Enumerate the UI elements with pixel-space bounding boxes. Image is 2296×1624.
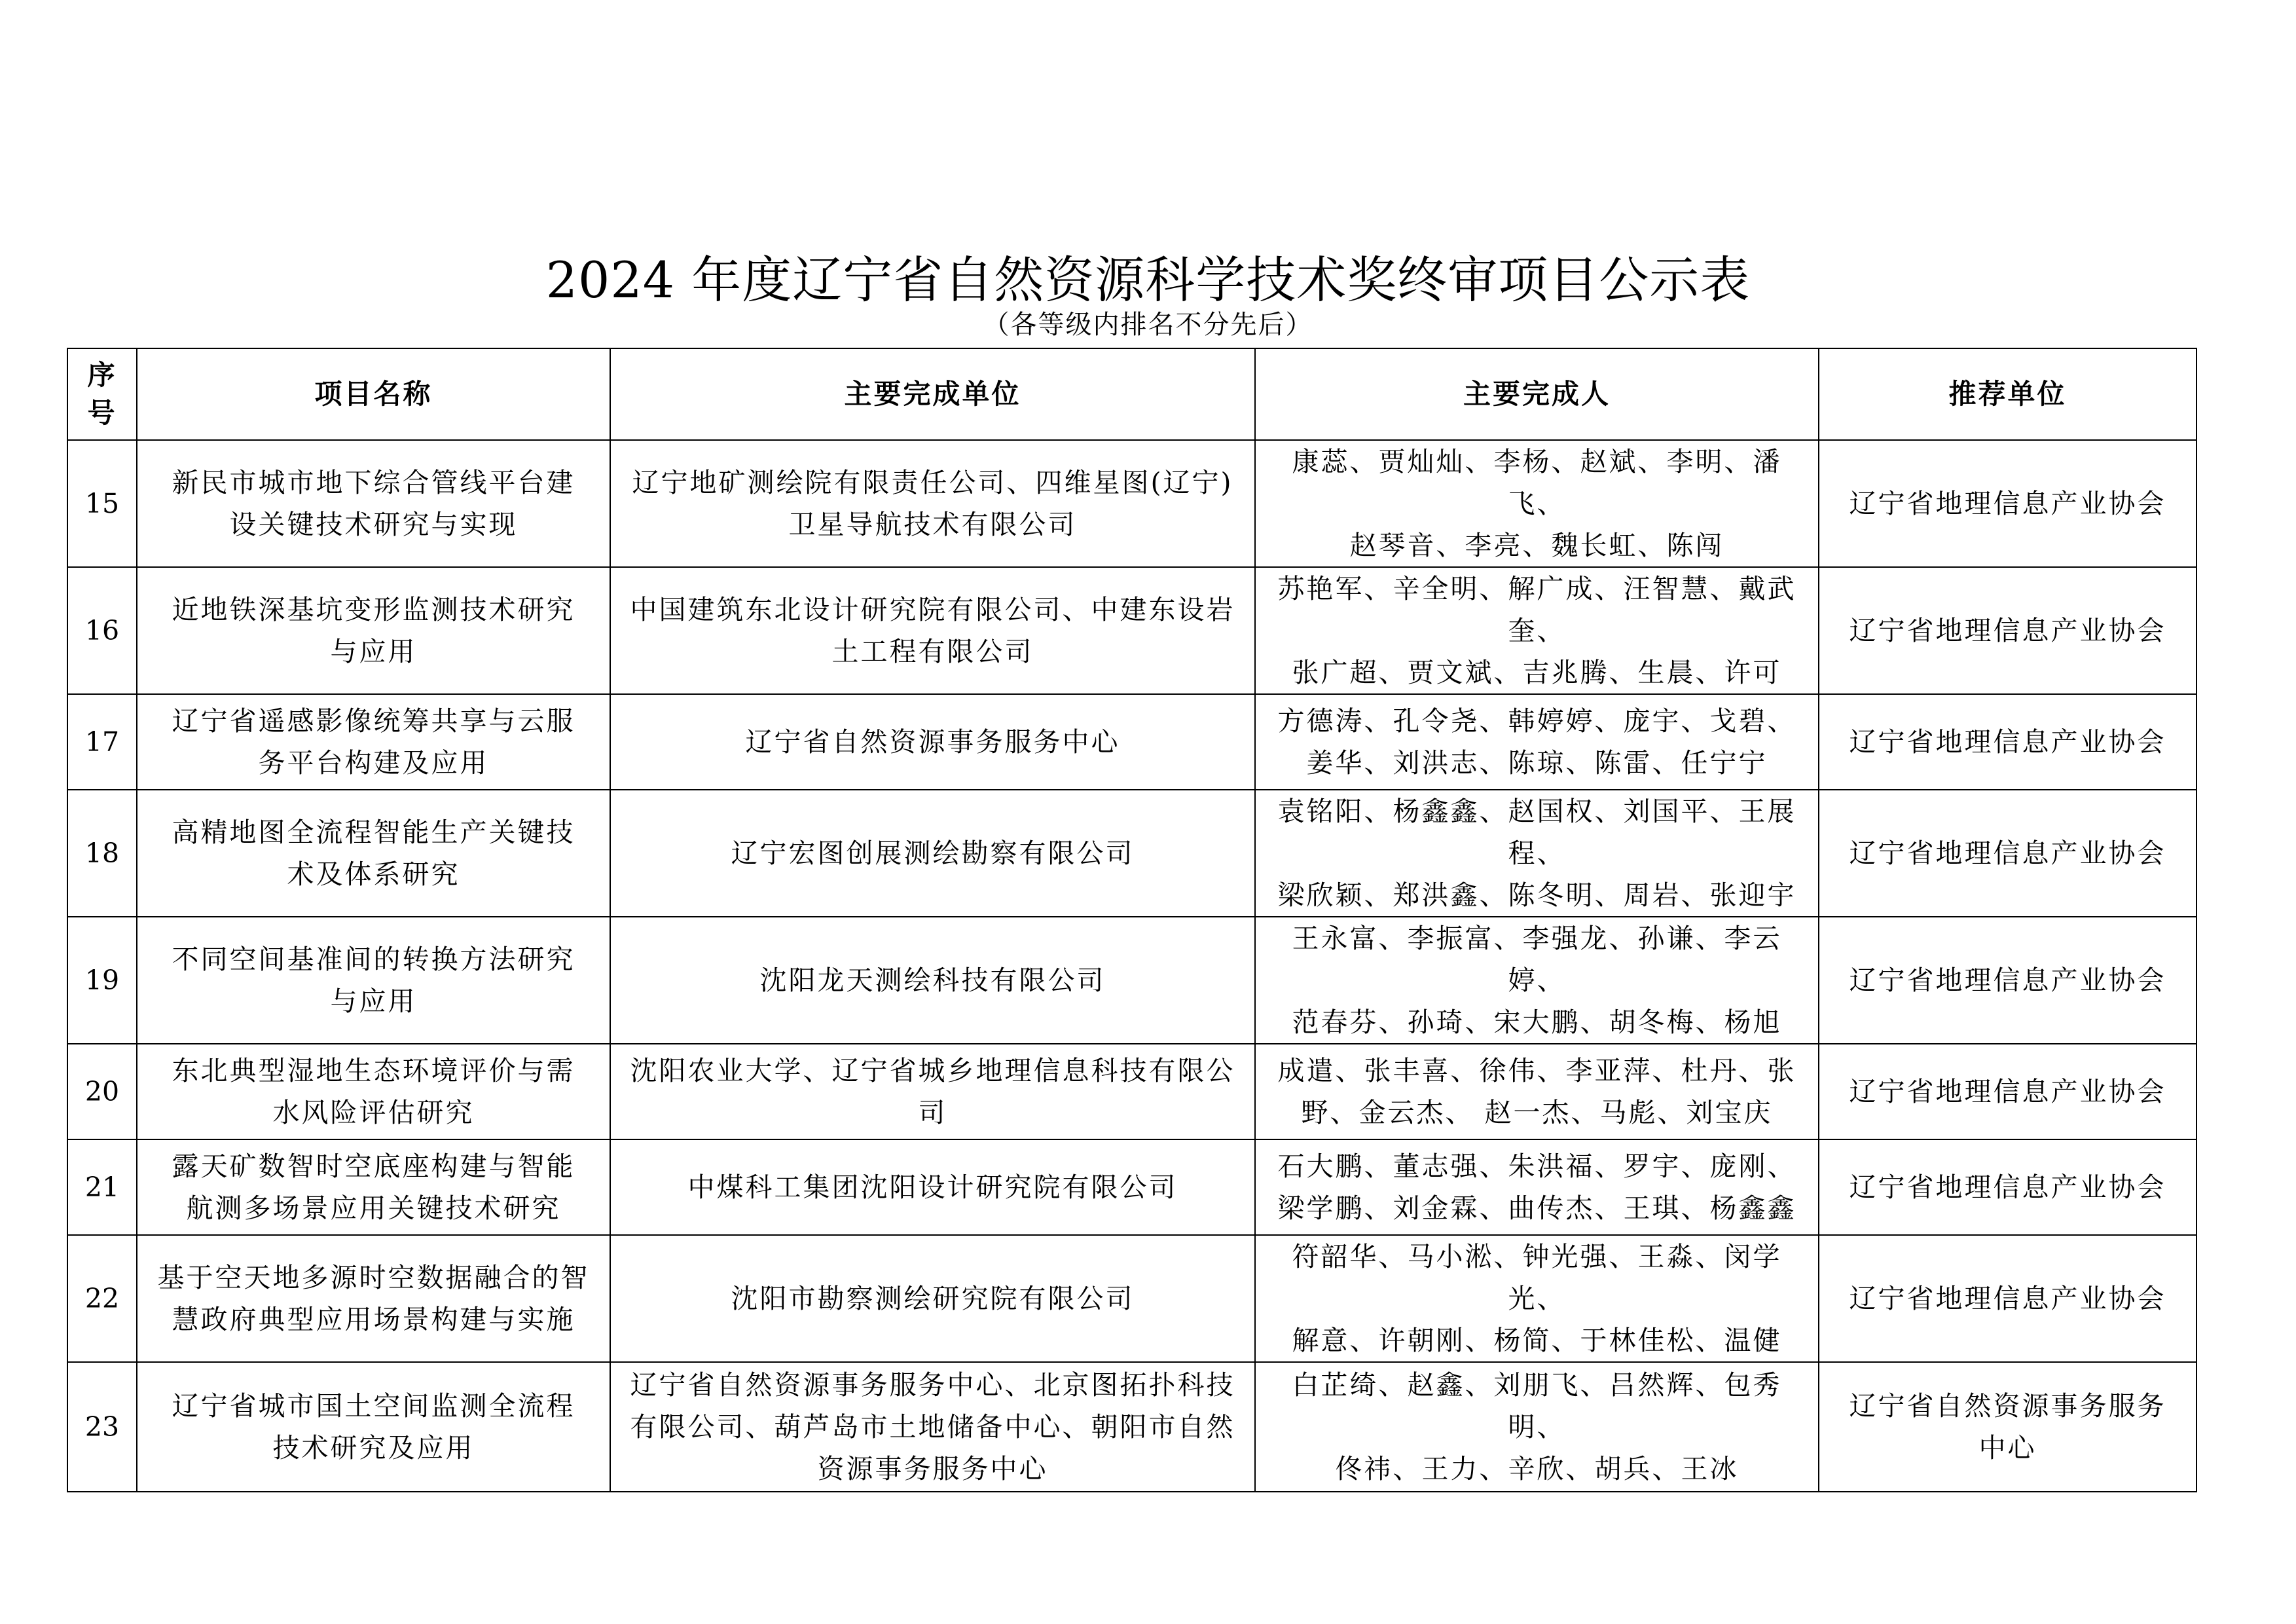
cell-project (137, 694, 610, 790)
cell-units-line: 中国建筑东北设计研究院有限公司、中建东设岩 (630, 594, 1235, 625)
cell-units-line: 辽宁宏图创展测绘勘察有限公司 (731, 838, 1135, 869)
cell-units (610, 567, 1255, 694)
cell-persons (1255, 694, 1819, 790)
cell-persons (1255, 440, 1819, 567)
cell-persons-line: 张广超、贾文斌、吉兆腾、生晨、许可 (1292, 657, 1782, 688)
header-units: 主要完成单位 (610, 348, 1255, 440)
cell-units-line: 沈阳龙天测绘科技有限公司 (759, 965, 1106, 996)
cell-persons (1255, 1044, 1819, 1139)
cell-project-line: 辽宁省城市国土空间监测全流程 (172, 1390, 575, 1422)
cell-project-line: 新民市城市地下综合管线平台建 (172, 467, 575, 498)
cell-units (610, 790, 1255, 917)
cell-seq: 19 (67, 917, 137, 1044)
table-row (67, 1235, 2196, 1362)
table-row (67, 567, 2196, 694)
cell-persons-line: 康蕊、贾灿灿、李杨、赵斌、李明、潘飞、 (1292, 446, 1782, 519)
cell-project-line: 航测多场景应用关键技术研究 (186, 1192, 561, 1224)
cell-units-line: 沈阳农业大学、辽宁省城乡地理信息科技有限公司 (630, 1055, 1235, 1128)
cell-seq: 21 (67, 1139, 137, 1235)
cell-persons (1255, 1235, 1819, 1362)
cell-recommender (1819, 1235, 2196, 1362)
cell-project-line: 设关键技术研究与实现 (229, 509, 518, 540)
cell-project-line: 东北典型湿地生态环境评价与需 (172, 1055, 575, 1086)
cell-project-line: 务平台构建及应用 (258, 747, 489, 779)
cell-project-line: 高精地图全流程智能生产关键技 (172, 817, 575, 848)
cell-project-line: 术及体系研究 (287, 858, 460, 890)
cell-units (610, 1235, 1255, 1362)
header-persons: 主要完成人 (1255, 348, 1819, 440)
cell-seq: 17 (67, 694, 137, 790)
cell-seq: 15 (67, 440, 137, 567)
cell-recommender (1819, 917, 2196, 1044)
table-row (67, 1044, 2196, 1139)
cell-project (137, 917, 610, 1044)
cell-recommender (1819, 694, 2196, 790)
cell-units-line: 沈阳市勘察测绘研究院有限公司 (731, 1283, 1135, 1314)
cell-persons-line: 成遣、张丰喜、徐伟、李亚萍、杜丹、张 (1277, 1055, 1796, 1086)
table-body (67, 440, 2196, 1492)
cell-recommender-line: 辽宁省地理信息产业协会 (1849, 1172, 2166, 1203)
page-subtitle: （各等级内排名不分先后） (983, 310, 1313, 340)
cell-project-line: 基于空天地多源时空数据融合的智 (157, 1262, 590, 1293)
cell-recommender-line: 辽宁省地理信息产业协会 (1849, 488, 2166, 519)
cell-persons-line: 符韶华、马小淞、钟光强、王淼、闵学光、 (1292, 1241, 1782, 1314)
cell-units (610, 1044, 1255, 1139)
cell-project-line: 与应用 (330, 986, 417, 1017)
cell-seq: 18 (67, 790, 137, 917)
cell-units-line: 中煤科工集团沈阳设计研究院有限公司 (687, 1172, 1178, 1203)
cell-persons-line: 石大鹏、董志强、朱洪福、罗宇、庞刚、 (1277, 1151, 1796, 1182)
table-row (67, 917, 2196, 1044)
cell-persons-line: 范春芬、孙琦、宋大鹏、胡冬梅、杨旭 (1292, 1006, 1782, 1038)
cell-units (610, 440, 1255, 567)
cell-project-line: 近地铁深基坑变形监测技术研究 (172, 594, 575, 625)
table-row (67, 440, 2196, 567)
cell-persons-line: 姜华、刘洪志、陈琼、陈雷、任宁宁 (1306, 747, 1768, 779)
cell-project (137, 1362, 610, 1492)
cell-recommender-line: 辽宁省地理信息产业协会 (1849, 1283, 2166, 1314)
cell-units (610, 1139, 1255, 1235)
header-project: 项目名称 (137, 348, 610, 440)
table-row (67, 1362, 2196, 1492)
cell-project-line: 与应用 (330, 636, 417, 667)
cell-persons-line: 解意、许朝刚、杨简、于林佳松、温健 (1292, 1325, 1782, 1356)
cell-persons-line: 赵琴音、李亮、魏长虹、陈闯 (1349, 530, 1724, 561)
cell-project (137, 567, 610, 694)
cell-recommender-line: 辽宁省地理信息产业协会 (1849, 965, 2166, 996)
cell-units-line: 辽宁省自然资源事务服务中心 (745, 726, 1120, 758)
cell-units-line: 资源事务服务中心 (817, 1453, 1048, 1485)
cell-persons (1255, 790, 1819, 917)
cell-units (610, 917, 1255, 1044)
cell-persons (1255, 1139, 1819, 1235)
cell-recommender (1819, 1362, 2196, 1492)
cell-recommender-line: 辽宁省自然资源事务服务 (1849, 1390, 2166, 1422)
table-row (67, 1139, 2196, 1235)
cell-project-line: 露天矿数智时空底座构建与智能 (172, 1151, 575, 1182)
cell-persons (1255, 567, 1819, 694)
cell-persons-line: 野、金云杰、 赵一杰、马彪、刘宝庆 (1301, 1097, 1773, 1128)
cell-units-line: 辽宁地矿测绘院有限责任公司、四维星图(辽宁) (632, 467, 1233, 498)
cell-persons-line: 袁铭阳、杨鑫鑫、赵国权、刘国平、王展程、 (1277, 796, 1796, 869)
cell-project-line: 慧政府典型应用场景构建与实施 (172, 1304, 575, 1335)
cell-persons (1255, 1362, 1819, 1492)
cell-recommender (1819, 790, 2196, 917)
cell-project-line: 辽宁省遥感影像统筹共享与云服 (172, 705, 575, 737)
cell-persons-line: 梁欣颖、郑洪鑫、陈冬明、周岩、张迎宇 (1277, 879, 1796, 911)
cell-project (137, 790, 610, 917)
cell-recommender (1819, 440, 2196, 567)
table-header-row (67, 348, 2196, 440)
cell-seq: 20 (67, 1044, 137, 1139)
cell-persons-line: 白芷绮、赵鑫、刘朋飞、吕然辉、包秀明、 (1292, 1369, 1782, 1443)
cell-units-line: 有限公司、葫芦岛市土地储备中心、朝阳市自然 (630, 1411, 1235, 1443)
cell-recommender-line: 中心 (1978, 1432, 2037, 1464)
cell-project-line: 不同空间基准间的转换方法研究 (172, 944, 575, 975)
cell-project (137, 1139, 610, 1235)
cell-units-line: 辽宁省自然资源事务服务中心、北京图拓扑科技 (630, 1369, 1235, 1401)
cell-recommender-line: 辽宁省地理信息产业协会 (1849, 726, 2166, 758)
cell-recommender-line: 辽宁省地理信息产业协会 (1849, 838, 2166, 869)
header-seq (67, 348, 137, 440)
cell-persons (1255, 917, 1819, 1044)
cell-recommender (1819, 567, 2196, 694)
cell-seq: 23 (67, 1362, 137, 1492)
cell-persons-line: 苏艳军、辛全明、解广成、汪智慧、戴武奎、 (1277, 573, 1796, 646)
header-recommender: 推荐单位 (1819, 348, 2196, 440)
header-seq-line-1: 序 (87, 359, 117, 391)
cell-seq: 22 (67, 1235, 137, 1362)
cell-recommender (1819, 1139, 2196, 1235)
cell-persons-line: 王永富、李振富、李强龙、孙谦、李云婷、 (1292, 923, 1782, 996)
cell-units (610, 1362, 1255, 1492)
cell-persons-line: 梁学鹏、刘金霖、曲传杰、王琪、杨鑫鑫 (1277, 1192, 1796, 1224)
table-row (67, 694, 2196, 790)
cell-project-line: 技术研究及应用 (272, 1432, 475, 1464)
cell-seq: 16 (67, 567, 137, 694)
cell-units-line: 土工程有限公司 (831, 636, 1034, 667)
cell-project (137, 1044, 610, 1139)
cell-recommender-line: 辽宁省地理信息产业协会 (1849, 1076, 2166, 1107)
cell-persons-line: 佟祎、王力、辛欣、胡兵、王冰 (1335, 1453, 1739, 1485)
cell-project (137, 1235, 610, 1362)
cell-units (610, 694, 1255, 790)
table-row (67, 790, 2196, 917)
header-seq-line-2: 号 (87, 397, 117, 429)
cell-units-line: 卫星导航技术有限公司 (788, 509, 1077, 540)
cell-recommender-line: 辽宁省地理信息产业协会 (1849, 615, 2166, 646)
cell-project-line: 水风险评估研究 (272, 1097, 475, 1128)
cell-persons-line: 方德涛、孔令尧、韩婷婷、庞宇、戈碧、 (1277, 705, 1796, 737)
page-title: 2024 年度辽宁省自然资源科学技术奖终审项目公示表 (545, 251, 1751, 309)
cell-recommender (1819, 1044, 2196, 1139)
award-table (67, 348, 2197, 1492)
cell-project (137, 440, 610, 567)
